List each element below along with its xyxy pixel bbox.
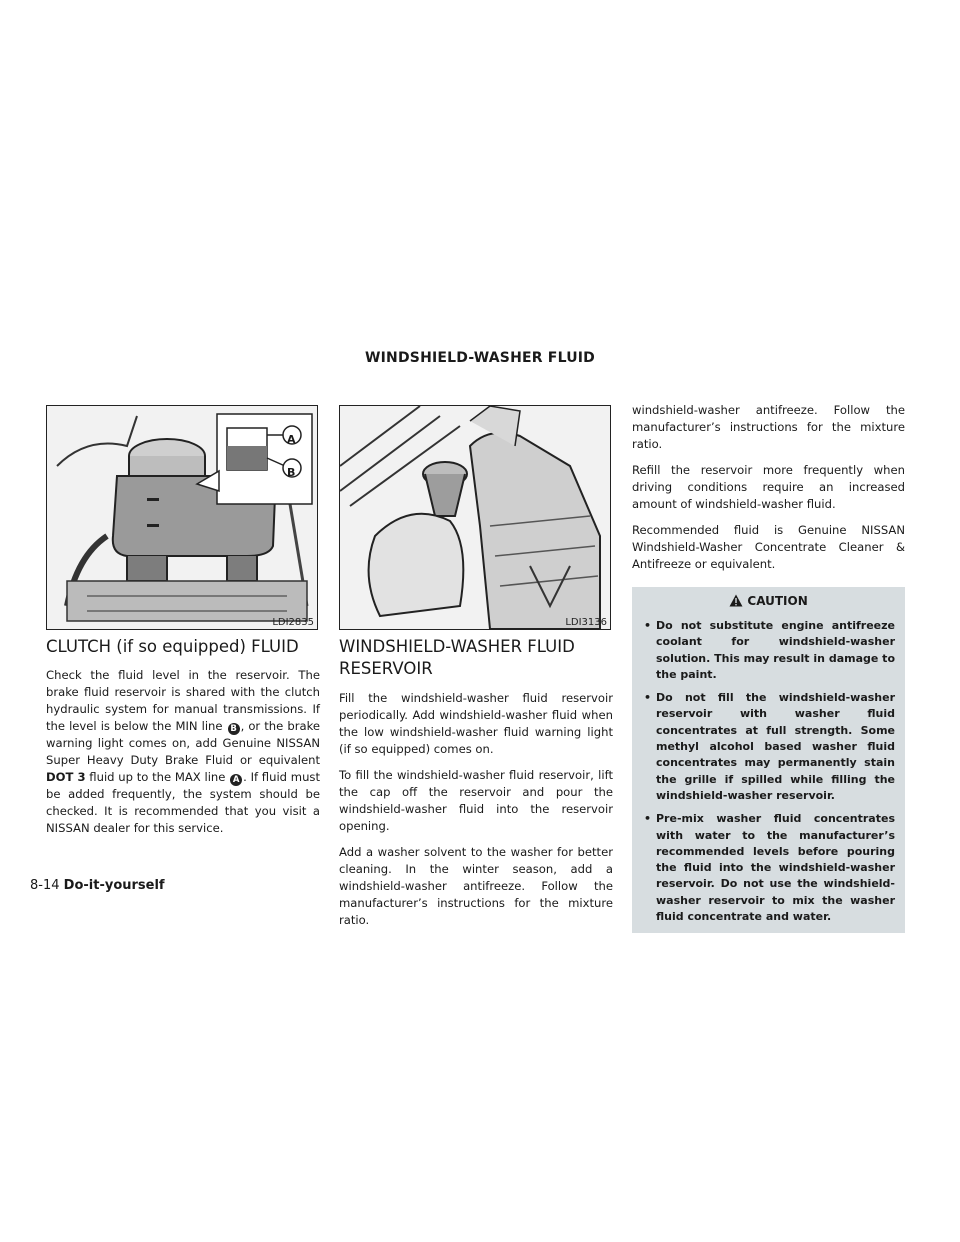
footer-section: Do-it-yourself	[63, 878, 165, 893]
bullet-icon: •	[644, 691, 652, 705]
reservoir-paragraph-2: To fill the windshield-washer fluid reservoir, lift the cap off the reservoir and pour the windshield-washer fluid into the reservoir opening.	[339, 768, 613, 833]
callout-a-icon: A	[230, 774, 242, 786]
callout-b: B	[287, 466, 296, 479]
reservoir-paragraph-4: Refill the reservoir more frequently when driving conditions require an increased amount of windshield-washer fluid.	[632, 463, 905, 511]
clutch-text-1: Check the fluid level in the reservoir. The brake fluid reservoir is shared with the clutch hydraulic system for manual transmissions. If the level is below the MIN line	[46, 668, 320, 733]
reservoir-paragraph-1: Fill the windshield-washer fluid reservoir periodically. Add windshield-washer fluid when the low windshield-washer fluid warning light (if so equipped) comes on.	[339, 691, 613, 756]
figure-label: LDI2835	[272, 617, 314, 628]
section-heading: WINDSHIELD-WASHER FLUID	[365, 350, 595, 366]
figure-label: LDI3136	[565, 617, 607, 628]
caution-title: CAUTION	[747, 594, 808, 608]
caution-box	[632, 587, 905, 933]
caution-item-text: Do not fill the windshield-washer reservoir with washer fluid concentrates at full strength. Some methyl alcohol based washer fluid concentrates may permanently stain the grille if spilled while filling the windshield-washer reservoir.	[656, 691, 895, 802]
clutch-reservoir-figure	[46, 405, 318, 630]
clutch-paragraph	[46, 667, 320, 837]
reservoir-title	[339, 636, 613, 680]
clutch-text-2: , or the brake warning light comes on, add Genuine NISSAN Super Heavy Duty Brake Fluid or equivalent	[46, 719, 320, 767]
clutch-section	[46, 636, 320, 837]
page-footer	[30, 878, 165, 893]
bullet-icon: •	[644, 812, 652, 826]
caution-item	[644, 811, 895, 925]
clutch-title: CLUTCH (if so equipped) FLUID	[46, 637, 299, 656]
clutch-reservoir-illustration	[47, 406, 317, 629]
caution-item	[644, 618, 895, 683]
page-number: 8-14	[30, 878, 60, 893]
reservoir-paragraph-3-cont: windshield-washer antifreeze. Follow the manufacturer’s instructions for the mixture ratio.	[632, 403, 905, 451]
caution-item	[644, 690, 895, 804]
reservoir-title-line2: RESERVOIR	[339, 659, 433, 678]
warning-icon	[729, 594, 743, 607]
reservoir-paragraph-3: Add a washer solvent to the washer for better cleaning. In the winter season, add a windshield-washer antifreeze. Follow the manufacturer’s instructions for the mixture ratio.	[339, 845, 613, 927]
reservoir-paragraph-5: Recommended fluid is Genuine NISSAN Windshield-Washer Concentrate Cleaner & Antifreeze or equivalent.	[632, 523, 905, 571]
bullet-icon: •	[644, 619, 652, 632]
reservoir-continued	[632, 402, 905, 933]
reservoir-section	[339, 636, 613, 927]
callout-a: A	[287, 433, 296, 446]
clutch-text-3: fluid up to the MAX line	[89, 770, 226, 784]
caution-list	[632, 616, 905, 933]
caution-item-text: Do not substitute engine antifreeze coolant for windshield-washer solution. This may result in damage to the paint.	[656, 619, 895, 681]
caution-header	[632, 587, 905, 616]
washer-reservoir-figure	[339, 405, 611, 630]
dot3-label: DOT 3	[46, 770, 86, 784]
reservoir-title-line1: WINDSHIELD-WASHER FLUID	[339, 637, 575, 656]
washer-reservoir-illustration	[340, 406, 610, 629]
clutch-text-4: . If fluid must be added frequently, the system should be checked. It is recommended that you visit a NISSAN dealer for this service.	[46, 770, 320, 835]
callout-b-icon: B	[228, 723, 240, 735]
caution-item-text: Pre-mix washer fluid concentrates with water to the manufacturer’s recommended levels before pouring the fluid into the windshield-washer reservoir. Do not use the windshield-washer reservoir to mix the washer fluid concentrate and water.	[656, 812, 895, 924]
